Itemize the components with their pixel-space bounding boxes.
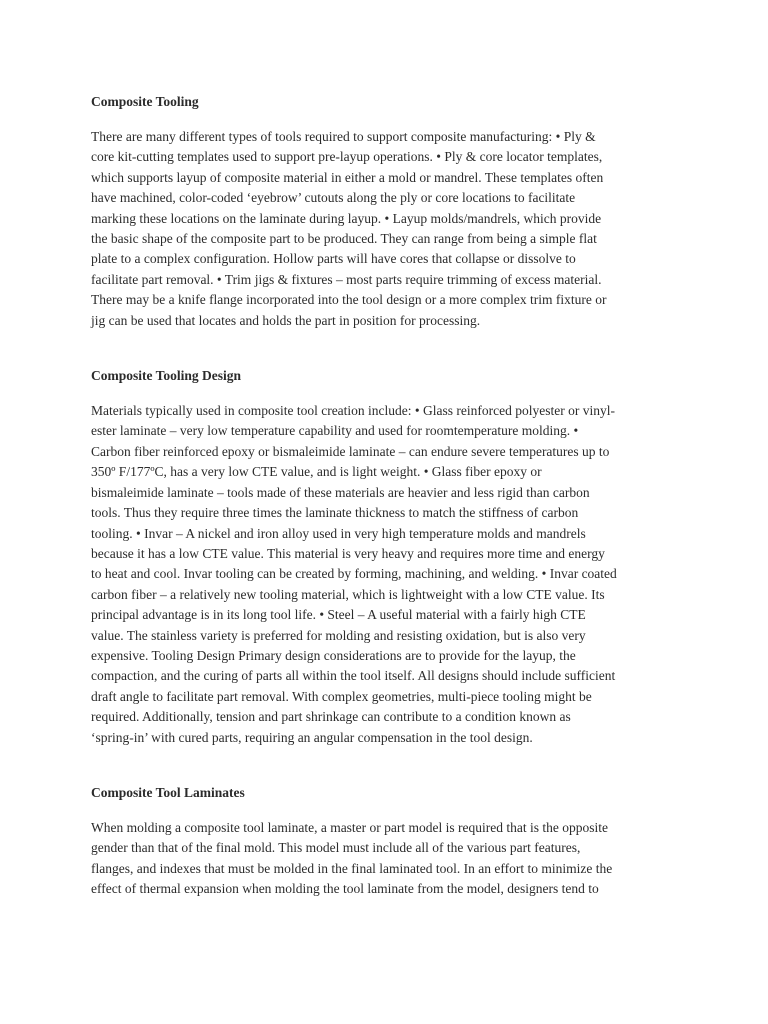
text-line: expensive. Tooling Design Primary design considerations are to provide for the layup, the [91,647,576,663]
text-line: tools. Thus they require three times the laminate thickness to match the stiffness of carbon [91,505,579,521]
section-body-composite-tool-laminates [91,818,691,900]
section-heading-composite-tooling: Composite Tooling [91,94,199,109]
text-line: 350º F/177ºC, has a very low CTE value, and is light weight. • Glass fiber epoxy or [91,464,542,480]
text-line: effect of thermal expansion when molding the tool laminate from the model, designers tend to [91,881,599,897]
text-line: principal advantage is in its long tool life. • Steel – A useful material with a fairly high CTE [91,607,586,623]
text-line: marking these locations on the laminate during layup. • Layup molds/mandrels, which provide [91,210,602,226]
text-line: facilitate part removal. • Trim jigs & fixtures – most parts require trimming of excess material. [91,271,602,287]
section-body-composite-tooling [91,127,691,331]
text-line: bismaleimide laminate – tools made of these materials are heavier and less rigid than carbon [91,484,590,500]
text-line: compaction, and the curing of parts all within the tool itself. All designs should include sufficient [91,668,616,684]
text-line: have machined, color-coded ‘eyebrow’ cutouts along the ply or core locations to facilitate [91,190,576,206]
text-line: There are many different types of tools required to support composite manufacturing: • Ply & [91,129,596,144]
text-line: There may be a knife flange incorporated into the tool design or a more complex trim fixture or [91,292,607,308]
text-line: required. Additionally, tension and part shrinkage can contribute to a condition known as [91,709,571,725]
text-line: because it has a low CTE value. This material is very heavy and requires more time and energy [91,545,605,561]
document-page [91,92,691,900]
text-line: ester laminate – very low temperature capability and used for roomtemperature molding. • [91,423,579,439]
text-line: to heat and cool. Invar tooling can be created by forming, machining, and welding. • Invar coated [91,566,617,582]
section-heading-composite-tool-laminates: Composite Tool Laminates [91,784,245,800]
text-line: flanges, and indexes that must be molded in the final laminated tool. In an effort to minimize the [91,860,613,876]
text-line: Carbon fiber reinforced epoxy or bismaleimide laminate – can endure severe temperatures up to [91,443,610,459]
text-line: value. The stainless variety is preferred for molding and resisting oxidation, but is also very [91,627,586,643]
text-line: carbon fiber – a relatively new tooling material, which is lightweight with a low CTE value. Its [91,586,605,602]
text-line: Materials typically used in composite tool creation include: • Glass reinforced polyester or vinyl- [91,403,615,419]
text-line: draft angle to facilitate part removal. With complex geometries, multi-piece tooling might be [91,688,592,704]
text-line: jig can be used that locates and holds the part in position for processing. [91,312,481,328]
section-heading-composite-tooling-design: Composite Tooling Design [91,368,242,384]
text-line: gender than that of the final mold. This model must include all of the various part features, [91,840,581,856]
section-body-composite-tooling-design [91,401,691,748]
text-line: plate to a complex configuration. Hollow parts will have cores that collapse or dissolve to [91,251,576,267]
text-line: which supports layup of composite material in either a mold or mandrel. These templates often [91,169,604,185]
text-line: When molding a composite tool laminate, a master or part model is required that is the opposite [91,819,608,835]
text-line: tooling. • Invar – A nickel and iron alloy used in very high temperature molds and mandrels [91,525,586,541]
text-line: core kit-cutting templates used to support pre-layup operations. • Ply & core locator templates, [91,149,603,165]
text-line: ‘spring-in’ with cured parts, requiring an angular compensation in the tool design. [91,729,533,745]
text-line: the basic shape of the composite part to be produced. They can range from being a simple flat [91,231,597,247]
